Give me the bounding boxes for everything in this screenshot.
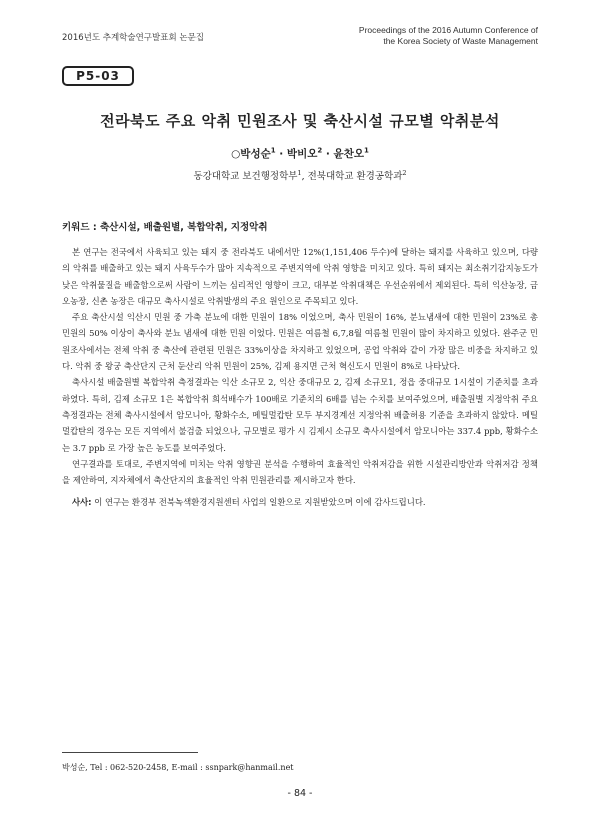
affiliation-2-sup: 2 [402,168,407,177]
author-1-sup: 1 [270,146,276,155]
paragraph: 축사시설 배출원별 복합악취 측정결과는 익산 소규모 2, 익산 중대규모 2, 김제 소규모1, 정읍 중대규모 1시설이 기준치를 초과 하였다. 특히, 김제 소규모 1은 복합악취 희석배수가 100배로 기준치의 6배를 넘는 수치를 보여주었으며, 배출원별 지정악취 주요 측정결과는 전체 축사시설에서 암모니아, 황화수소, 메틸멀캅탄 모두 부지경계선 지정악취 배출허용 기준을 초과하지 않았다. 메틸멀캅탄의 경우는 모든 지역에서 불검출 되었으나, 규모별로 평가 시 김제시 소규모 축사시설에서 암모니아는 337.4 ppb, 황화수소는 3.7 ppb 로 가장 높은 농도를 보여주었다. [62,377,538,453]
footnote-divider [62,752,198,753]
abstract-body [62,244,538,511]
acknowledgement [62,494,538,510]
paragraph: 본 연구는 전국에서 사육되고 있는 돼지 중 전라북도 내에서만 12%(1,151,406 두수)에 달하는 돼지를 사육하고 있으며, 다량의 악취를 배출하고 있는 돼지 사육두수가 많아 지속적으로 주변지역에 악취 영향을 미치고 있다. 특히 돼지는 최소취기감지농도가 낮은 악취물질을 배출함으로써 사람이 느끼는 심리적인 영향이 크고, 대부분 악취대책은 우선순위에서 제외된다. 특히 익산농장, 금오농장, 신촌 농장은 대규모 축사시설로 악취발생의 주요 원인으로 주목되고 있다. [62,247,538,306]
author-2: 박비오 [286,148,318,160]
header-right-line2: the Korea Society of Waste Management [383,36,538,46]
header-right-line1: Proceedings of the 2016 Autumn Conference of [358,25,538,35]
author-1: ○박성순 [231,148,271,160]
acknowledgement-text: 이 연구는 환경부 전북녹색환경지원센터 사업의 일환으로 지원받았으며 이에 감사드립니다. [91,497,426,508]
author-2-sup: 2 [317,146,323,155]
page-number: - 84 - [287,788,313,799]
paragraph: 연구결과를 토대로, 주변지역에 미치는 악취 영향권 분석을 수행하여 효율적인 악취저감을 위한 시설관리방안과 악취저감 정책을 제안하여, 지자체에서 축산단지의 효율적인 악취 민원관리를 제시하고자 한다. [62,458,538,486]
footnote: 박성순, Tel : 062-520-2458, E-mail : ssnpark@hanmail.net [62,763,294,772]
author-separator: · [322,148,334,160]
paper-title: 전라북도 주요 악취 민원조사 및 축산시설 규모별 악취분석 [100,112,500,130]
paper-code-badge: P5-03 [62,66,134,86]
keywords: 키워드 : 축산시설, 배출원별, 복합악취, 지정악취 [62,222,268,233]
acknowledgement-label: 사사: [72,497,92,508]
header-left: 2016년도 추계학술연구발표회 논문집 [62,33,204,43]
affiliation-2: , 전북대학교 환경공학과 [301,171,403,182]
author-3: 윤찬오 [333,148,364,160]
header-right [278,25,538,47]
author-3-sup: 1 [363,146,369,155]
affiliations-line [0,168,600,182]
affiliation-1-sup: 1 [297,168,302,177]
paragraph: 주요 축산시설 익산시 민원 중 가축 분뇨에 대한 민원이 18% 이었으며, 축사 민원이 16%, 분뇨냄새에 대한 민원이 23%로 총 민원의 50% 이상이 축사와 분뇨 냄새에 대한 민원 이었다. 민원은 여름철 6,7,8월 여름철 민원이 많이 차지하고 있었다. 완주군 민원조사에서는 전체 악취 중 축산에 관련된 민원은 33%이상을 차지하고 있었으며, 공업 악취와 같이 가장 많은 비중을 차지하고 있다. 악취 중 왕궁 축산단지 근처 둔산리 악취 민원이 25%, 김제 용지면 근처 혁신도시 민원이 8%로 나타났다. [62,312,538,372]
affiliation-1: 동강대학교 보건행정학부 [193,171,298,182]
authors-line [0,146,600,161]
author-separator: · [275,148,287,160]
